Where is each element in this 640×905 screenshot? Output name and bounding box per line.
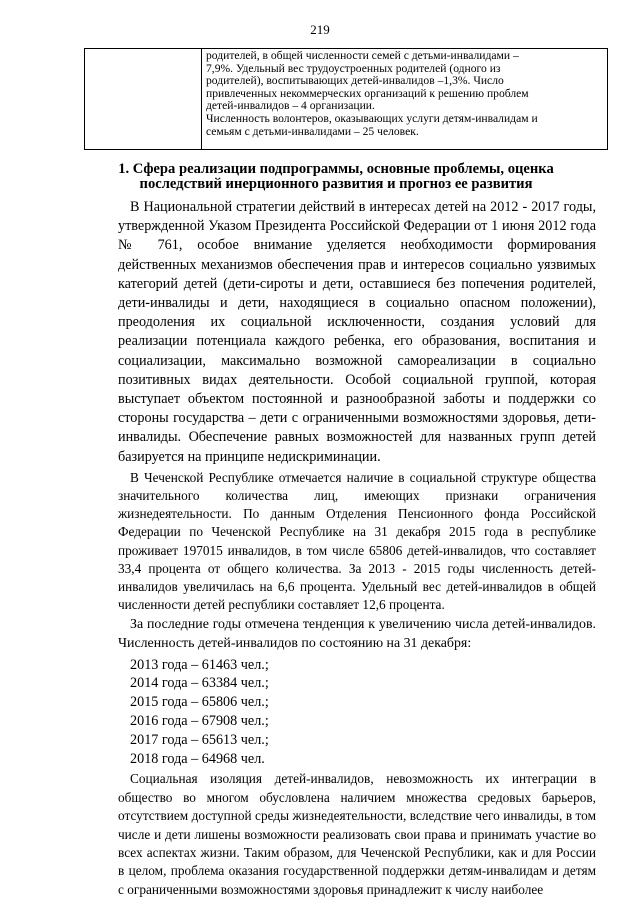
list-item: 2018 года – 64968 чел. xyxy=(130,750,265,767)
table-cell-empty xyxy=(85,49,202,150)
table-cell-line: родителей, в общей численности семей с детьми-инвалидами – xyxy=(206,49,519,62)
body-text xyxy=(118,198,596,899)
list-item: 2014 года – 63384 чел.; xyxy=(130,675,269,692)
paragraph-chechen-statistics: В Чеченской Республике отмечается наличие в социальной структуре общества значительного количества лиц, имеющих признаки ограничения жизнедеятельности. По данным Отделения Пенсионного фонда Российской Федерации по Чеченской Республике на 31 декабря 2015 года в республике проживает 197015 инвалидов, в том числе 65806 детей-инвалидов, что составляет 33,4 процента от общего количества. За 2013 - 2015 годы численность детей-инвалидов увеличилась на 6,6 процента. Удельный вес детей-инвалидов в общей численности детей республики составляет 12,6 процента. xyxy=(118,469,596,613)
list-item: 2016 года – 67908 чел.; xyxy=(130,713,269,730)
table-cell-line: Численность волонтеров, оказывающих услуги детям-инвалидам и xyxy=(206,111,538,125)
table-row xyxy=(85,49,608,150)
table-cell-line: 7,9%. Удельный вес трудоустроенных родителей (одного из xyxy=(206,61,501,75)
table-cell-line: родителей), воспитывающих детей-инвалидов –1,3%. Число xyxy=(206,74,504,88)
paragraph-trend-intro: За последние годы отмечена тенденция к увеличению числа детей-инвалидов. Численность детей-инвалидов по состоянию на 31 декабря: xyxy=(118,617,596,652)
table-fragment xyxy=(84,48,608,150)
section-heading: 1. Сфера реализации подпрограммы, основные проблемы, оценка последствий инерционного развития и прогноз ее развития xyxy=(118,161,554,192)
table-cell-line: семьям с детьми-инвалидами – 25 человек. xyxy=(206,124,419,138)
paragraph-national-strategy: В Национальной стратегии действий в интересах детей на 2012 - 2017 годы, утвержденной Указом Президента Российской Федерации от 1 июня 2012 года № 761, особое внимание уделяется необходимости формирования действенных механизмов обеспечения прав и интересов социально уязвимых категорий детей (дети-сироты и дети, оставшиеся без попечения родителей, дети-инвалиды и дети, находящиеся в социально опасном положении), преодоления их социальной исключенности, создания условий для реализации потенциала каждого ребенка, его образования, воспитания и социализации, максимально возможной самореализации в социально позитивных видах деятельности. Особой социальной группой, которая выступает объектом постоянной и разнообразной заботы и поддержки со стороны государства – дети с ограниченными возможностями здоровья, дети-инвалиды. Обеспечение равных возможностей для названных групп детей базируется на принципе недискриминации. xyxy=(118,199,596,465)
list-item: 2017 года – 65613 чел.; xyxy=(130,731,269,748)
page-number: 219 xyxy=(310,22,330,37)
list-item: 2013 года – 61463 чел.; xyxy=(130,656,269,673)
paragraph-social-isolation: Социальная изоляция детей-инвалидов, невозможность их интеграции в общество во многом обусловлена наличием множества средовых барьеров, отсутствием доступной среды жизнедеятельности, вследствие чего инвалиды, в том числе и дети лишены возможности реализовать свои права и принимать участие во всех аспектах жизни. Таким образом, для Чеченской Республики, как и для России в целом, проблема оказания государственной поддержки детям-инвалидам и детям с ограниченными возможностями здоровья принадлежит к числу наиболее xyxy=(118,771,596,897)
list-item: 2015 года – 65806 чел.; xyxy=(130,694,269,711)
year-count-list xyxy=(118,656,596,769)
table-cell-line: детей-инвалидов – 4 организации. xyxy=(206,99,375,113)
table-cell-line: привлеченных некоммерческих организаций к решению проблем xyxy=(206,86,529,100)
table-cell-text xyxy=(202,49,608,150)
